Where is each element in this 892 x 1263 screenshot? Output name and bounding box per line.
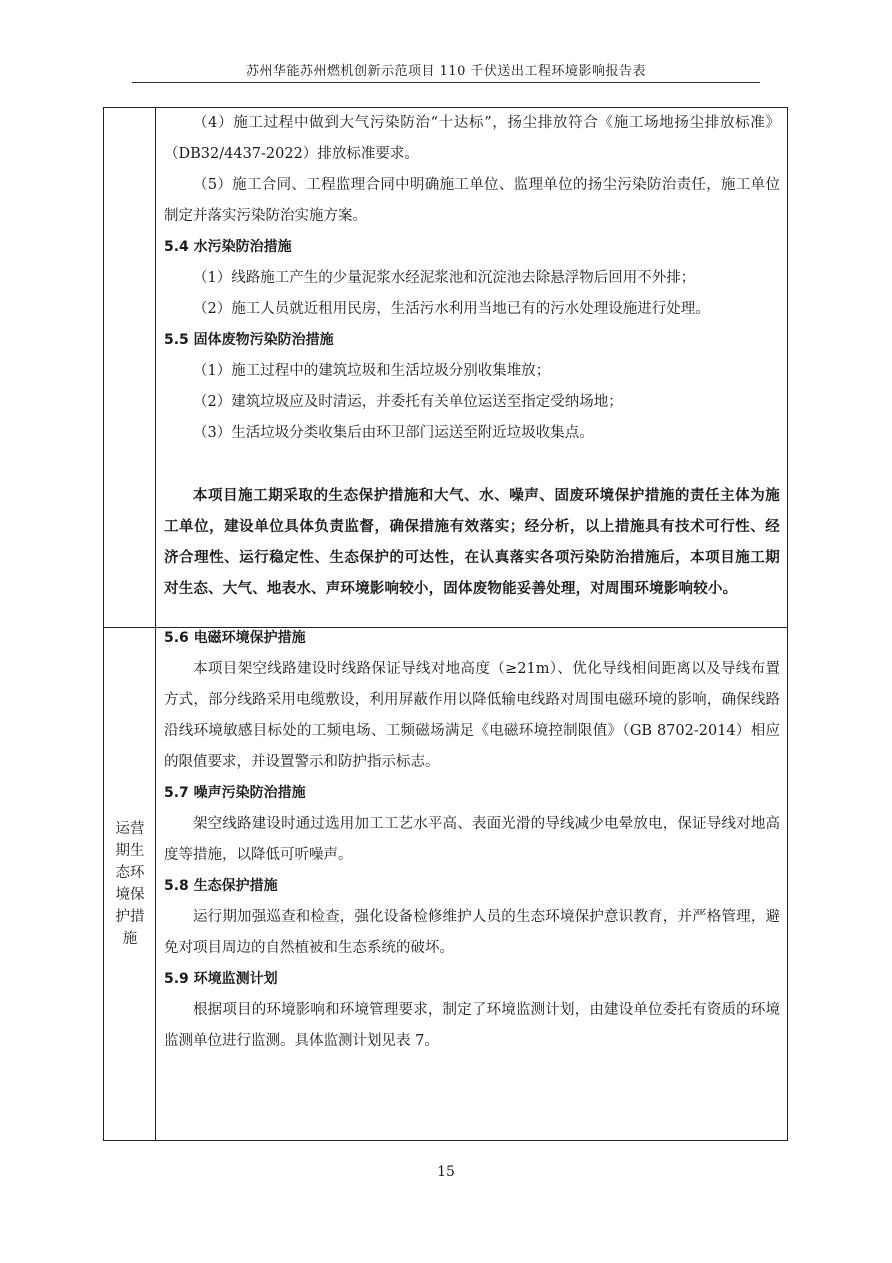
water-item-2: （2）施工人员就近租用民房，生活污水利用当地已有的污水处理设施进行处理。 xyxy=(193,301,710,317)
spacer xyxy=(164,449,780,480)
solid-waste-heading: 5.5 固体废物污染防治措施 xyxy=(164,332,334,348)
noise-heading: 5.7 噪声污染防治措施 xyxy=(164,785,306,801)
header-rule xyxy=(132,82,760,83)
row-label-cell xyxy=(104,628,156,1140)
em-heading: 5.6 电磁环境保护措施 xyxy=(164,630,306,646)
measures-table xyxy=(103,107,788,1141)
report-header: 苏州华能苏州燃机创新示范项目 110 千伏送出工程环境影响报告表 xyxy=(245,64,647,79)
dust-responsibility-paragraph: （5）施工合同、工程监理合同中明确施工单位、监理单位的扬尘污染防治责任，施工单位制定并落实污染防治实施方案。 xyxy=(164,177,780,224)
ecology-heading: 5.8 生态保护措施 xyxy=(164,878,278,894)
operation-measures-content xyxy=(164,623,780,1057)
water-item-1: （1）线路施工产生的少量泥浆水经泥浆池和沉淀池去除悬浮物后回用不外排； xyxy=(193,270,696,286)
page-number: 15 xyxy=(437,1164,455,1180)
noise-paragraph: 架空线路建设时通过选用加工工艺水平高、表面光滑的导线减少电晕放电，保证导线对地高度等措施，以降低可听噪声。 xyxy=(164,816,780,863)
construction-period-row xyxy=(104,108,787,628)
row-label-cell xyxy=(104,108,156,627)
construction-measures-content xyxy=(164,108,780,604)
water-pollution-heading: 5.4 水污染防治措施 xyxy=(164,239,292,255)
operation-period-label: 运营期生态环境保护措施 xyxy=(115,821,145,947)
summary-paragraph: 本项目施工期采取的生态保护措施和大气、水、噪声、固废环境保护措施的责任主体为施工单位，建设单位具体负责监督，确保措施有效落实；经分析，以上措施具有技术可行性、经济合理性、运行稳定性、生态保护的可达性，在认真落实各项污染防治措施后，本项目施工期对生态、大气、地表水、声环境影响较小，固体废物能妥善处理，对周围环境影响较小。 xyxy=(164,487,780,597)
solid-item-1: （1）施工过程中的建筑垃圾和生活垃圾分别收集堆放； xyxy=(193,363,551,379)
em-paragraph: 本项目架空线路建设时线路保证导线对地高度（≥21m）、优化导线相间距离以及导线布置方式，部分线路采用电缆敷设，利用屏蔽作用以降低输电线路对周围电磁环境的影响，确保线路沿线环境敏感目标处的工频电场、工频磁场满足《电磁环境控制限值》（GB 8702-2014）相应的限值要求，并设置警示和防护指示标志。 xyxy=(164,661,780,770)
operation-period-row xyxy=(104,628,787,1140)
ecology-paragraph: 运行期加强巡查和检查，强化设备检修维护人员的生态环境保护意识教育，并严格管理，避免对项目周边的自然植被和生态系统的破坏。 xyxy=(164,909,780,956)
dust-standard-paragraph: （4）施工过程中做到大气污染防治“十达标”，扬尘排放符合《施工场地扬尘排放标准》（DB32/4437-2022）排放标准要求。 xyxy=(164,115,780,162)
monitoring-paragraph: 根据项目的环境影响和环境管理要求，制定了环境监测计划，由建设单位委托有资质的环境监测单位进行监测。具体监测计划见表 7。 xyxy=(164,1002,780,1049)
monitoring-heading: 5.9 环境监测计划 xyxy=(164,971,278,987)
solid-item-2: （2）建筑垃圾应及时清运，并委托有关单位运送至指定受纳场地； xyxy=(193,394,623,410)
solid-item-3: （3）生活垃圾分类收集后由环卫部门运送至附近垃圾收集点。 xyxy=(193,425,594,441)
